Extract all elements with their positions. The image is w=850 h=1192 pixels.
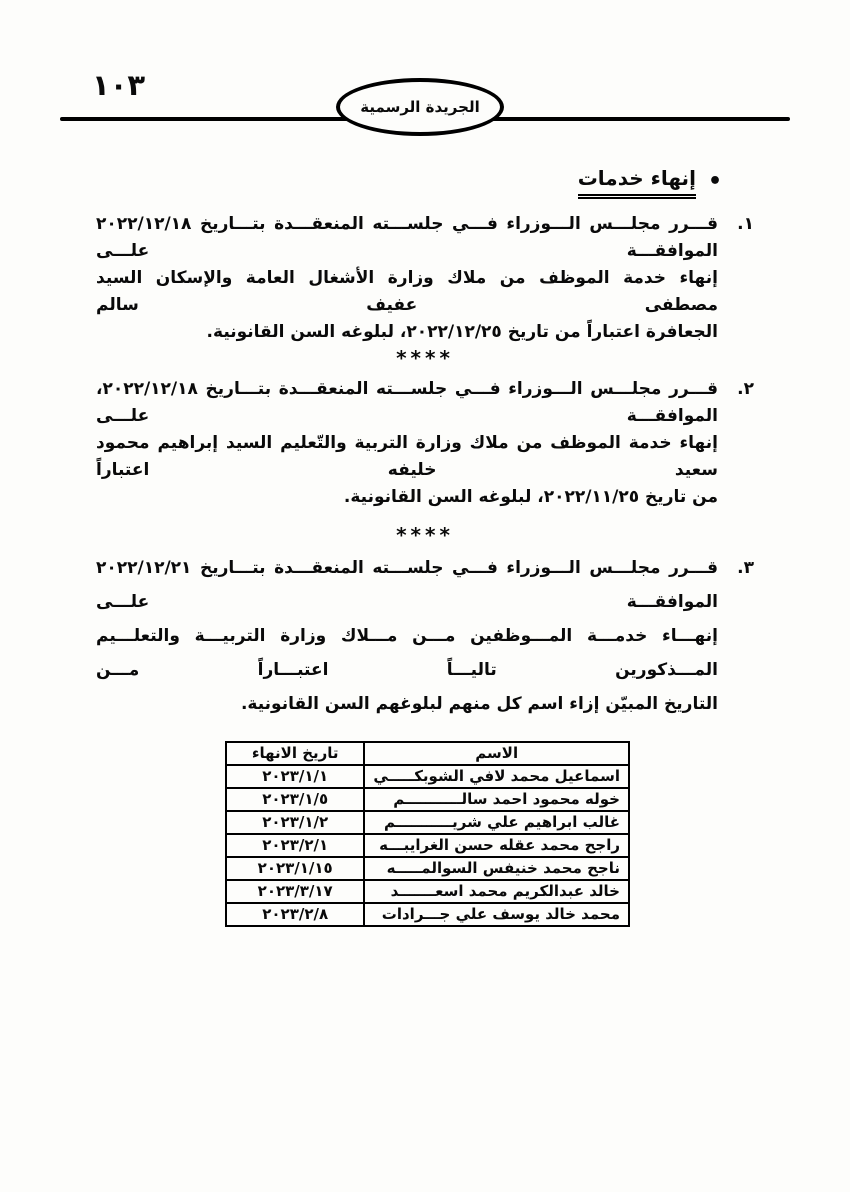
table-row bbox=[226, 788, 629, 811]
date-cell: ٢٠٢٣/١/٥ bbox=[226, 788, 364, 811]
section-separator: **** bbox=[396, 346, 454, 370]
name-cell: غالب ابراهيم علي شريـــــــــــم bbox=[364, 811, 629, 834]
decision-text-line: الجعافرة اعتباراً من تاريخ ٢٠٢٢/١٢/٢٥، لبلوغه السن القانونية. bbox=[206, 322, 718, 342]
decision-text-line: قـــرر مجلـــس الـــوزراء فـــي جلســـته المنعقـــدة بتـــاريخ ٢٠٢٢/١٢/١٨، الموافقـــة علـــى bbox=[96, 379, 718, 426]
table-row bbox=[226, 857, 629, 880]
table-header-name: الاسم bbox=[364, 742, 629, 765]
name-cell: خوله محمود احمد سالـــــــــــم bbox=[364, 788, 629, 811]
name-cell: محمد خالد يوسف علي جـــرادات bbox=[364, 903, 629, 926]
decision-item-1 bbox=[96, 211, 754, 346]
decision-number: ٣. bbox=[737, 558, 754, 578]
decision-text-line: إنهاء خدمة الموظف من ملاك وزارة التربية والتّعليم السيد إبراهيم محمود سعيد خليفه اعتباراً bbox=[96, 433, 718, 480]
table-row bbox=[226, 880, 629, 903]
section-separator: **** bbox=[396, 523, 454, 547]
decision-number: ٢. bbox=[737, 379, 754, 399]
date-cell: ٢٠٢٣/٢/١ bbox=[226, 834, 364, 857]
bullet-icon: • bbox=[707, 169, 722, 194]
table-row bbox=[226, 765, 629, 788]
date-cell: ٢٠٢٣/١/١ bbox=[226, 765, 364, 788]
decision-text-line: إنهاء خدمة الموظف من ملاك وزارة الأشغال العامة والإسكان السيد مصطفى عفيف سالم bbox=[96, 268, 718, 315]
decision-text-line: إنهـــاء خدمـــة المـــوظفين مـــن مـــلاك وزارة التربيـــة والتعلـــيم المـــذكورين تاليـــاً اعتبـــاراً مـــن bbox=[96, 626, 718, 680]
page-content bbox=[96, 165, 754, 927]
gazette-seal bbox=[336, 78, 504, 136]
date-cell: ٢٠٢٣/٢/٨ bbox=[226, 903, 364, 926]
section-title: إنهاء خدمات bbox=[578, 165, 696, 199]
table-row bbox=[226, 903, 629, 926]
table-header-date: تاريخ الانهاء bbox=[226, 742, 364, 765]
decision-text-line: قـــرر مجلـــس الـــوزراء فـــي جلســـته المنعقـــدة بتـــاريخ ٢٠٢٢/١٢/١٨ الموافقـــة علـــى bbox=[96, 214, 718, 261]
decision-item-2 bbox=[96, 376, 754, 511]
gazette-title: الجريدة الرسمية bbox=[360, 98, 480, 116]
decision-number: ١. bbox=[737, 214, 754, 234]
page-number: ١٠٣ bbox=[92, 68, 146, 102]
date-cell: ٢٠٢٣/٣/١٧ bbox=[226, 880, 364, 903]
name-cell: ناجح محمد خنيفس السوالمـــــه bbox=[364, 857, 629, 880]
date-cell: ٢٠٢٣/١/١٥ bbox=[226, 857, 364, 880]
table-header-row bbox=[226, 742, 629, 765]
roster-table bbox=[225, 741, 630, 927]
table-row bbox=[226, 811, 629, 834]
decision-text bbox=[96, 211, 718, 346]
section-heading bbox=[96, 165, 754, 199]
decision-item-3 bbox=[96, 551, 754, 721]
decision-text-line: قـــرر مجلـــس الـــوزراء فـــي جلســـته المنعقـــدة بتـــاريخ ٢٠٢٢/١٢/٢١ الموافقـــة علـــى bbox=[96, 558, 718, 612]
name-cell: اسماعيل محمد لافي الشوبكـــــي bbox=[364, 765, 629, 788]
decision-text bbox=[96, 376, 718, 511]
decision-text-line: التاريخ المبيّن إزاء اسم كل منهم لبلوغهم السن القانونية. bbox=[240, 694, 718, 714]
name-cell: راجح محمد عقله حسن الغرايبـــه bbox=[364, 834, 629, 857]
table-row bbox=[226, 834, 629, 857]
decision-text-line: من تاريخ ٢٠٢٢/١١/٢٥، لبلوغه السن القانونية. bbox=[343, 487, 718, 507]
date-cell: ٢٠٢٣/١/٢ bbox=[226, 811, 364, 834]
decision-text bbox=[96, 551, 718, 721]
name-cell: خالد عبدالكريم محمد اسعـــــــد bbox=[364, 880, 629, 903]
